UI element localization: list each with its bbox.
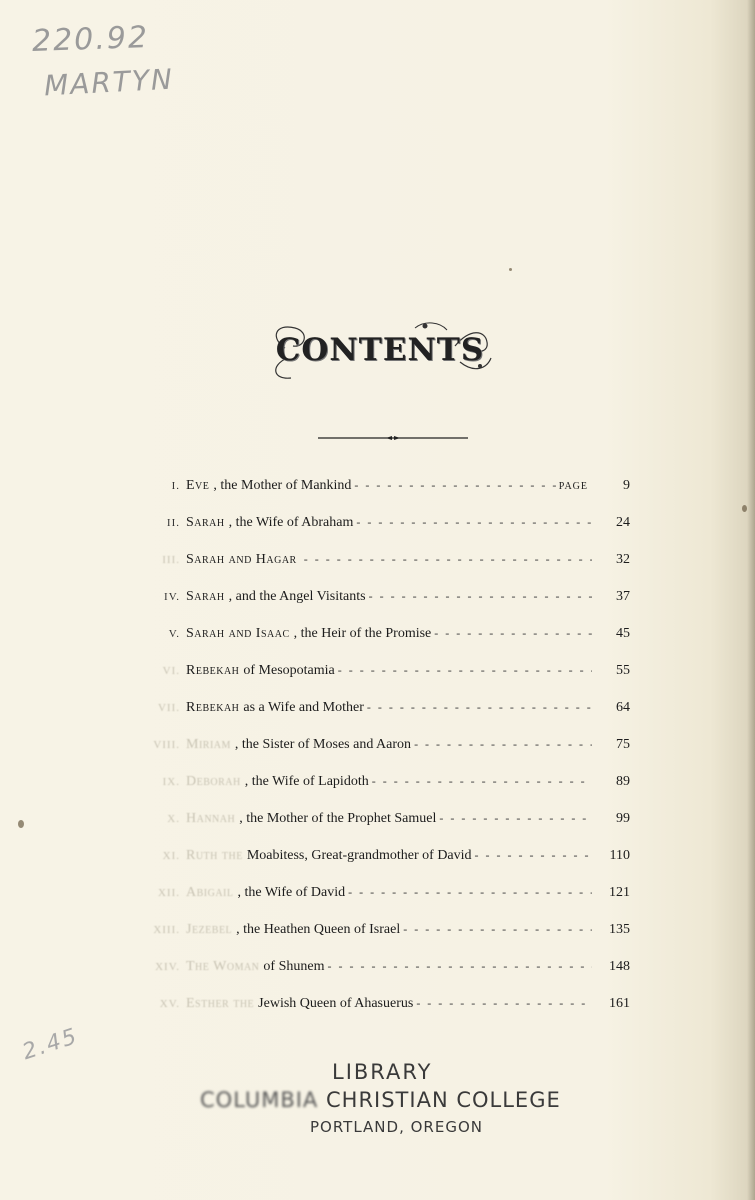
chapter-numeral: V.	[168, 628, 180, 640]
chapter-subject-name: Rebekah	[186, 663, 240, 678]
dot-leader	[431, 626, 592, 641]
stamp-location: PORTLAND, OREGON	[310, 1118, 483, 1136]
page-number: 135	[609, 922, 630, 937]
chapter-subject-name: Deborah	[186, 774, 241, 789]
chapter-numeral: XI.	[162, 850, 180, 862]
page-number: 45	[616, 626, 630, 641]
toc-entry	[140, 959, 630, 996]
page-number: 37	[616, 589, 630, 604]
stain-spot	[742, 505, 747, 512]
chapter-title: , the Wife of David	[237, 885, 346, 900]
toc-entry	[140, 700, 630, 737]
toc-entry	[140, 515, 630, 552]
dot-leader	[324, 959, 592, 974]
chapter-subject-name: Eve	[186, 478, 210, 493]
chapter-title: Jewish Queen of Ahasuerus	[258, 996, 414, 1011]
toc-entry	[140, 811, 630, 848]
stamp-college-word2: CHRISTIAN COLLEGE	[318, 1088, 561, 1112]
toc-entry	[140, 885, 630, 922]
chapter-numeral: XII.	[157, 887, 180, 899]
page-number: 110	[609, 848, 630, 863]
chapter-title: , the Mother of Mankind	[213, 478, 352, 493]
chapter-numeral: XV.	[159, 998, 180, 1010]
chapter-subject-name: Ruth the	[186, 848, 243, 863]
chapter-subject-name: Miriam	[186, 737, 231, 752]
page-title: CONTENTS	[275, 332, 485, 368]
stain-spot	[18, 820, 24, 828]
chapter-numeral: I.	[171, 480, 180, 492]
dot-leader	[472, 848, 592, 863]
chapter-numeral: IX.	[162, 776, 180, 788]
pencil-author-note: MARTYN	[43, 62, 175, 103]
chapter-title: Moabitess, Great-grandmother of David	[246, 848, 472, 863]
stamp-library: LIBRARY	[332, 1060, 433, 1084]
dot-leader	[364, 700, 592, 715]
contents-heading	[265, 318, 495, 388]
page-number: 75	[616, 737, 630, 752]
page-column-label: PAGE	[558, 481, 588, 492]
page-number: 99	[616, 811, 630, 826]
page-number: 64	[616, 700, 630, 715]
pencil-call-number: 220.92	[31, 19, 150, 60]
chapter-title: , the Mother of the Prophet Samuel	[239, 811, 437, 826]
page-number: 55	[616, 663, 630, 678]
dot-leader	[345, 885, 592, 900]
pencil-margin-mark: 2.45	[19, 1023, 82, 1066]
toc-entry	[140, 737, 630, 774]
dot-leader	[335, 663, 592, 678]
toc-entry	[140, 663, 630, 700]
page-number: 32	[616, 552, 630, 567]
chapter-numeral: VI.	[162, 665, 180, 677]
toc-entry	[140, 922, 630, 959]
chapter-numeral: VIII.	[153, 739, 180, 751]
chapter-title: , the Sister of Moses and Aaron	[234, 737, 412, 752]
chapter-numeral: VII.	[157, 702, 180, 714]
chapter-subject-name: Sarah	[186, 589, 225, 604]
chapter-title: as a Wife and Mother	[243, 700, 364, 715]
chapter-subject-name: Sarah and Hagar	[186, 552, 297, 567]
stamp-college	[200, 1088, 561, 1112]
dot-leader	[436, 811, 592, 826]
page-edge-shadow	[747, 0, 755, 1200]
chapter-title: , the Wife of Abraham	[228, 515, 354, 530]
toc-entry	[140, 478, 630, 515]
toc-entry	[140, 589, 630, 626]
stain-spot	[509, 268, 512, 271]
page-number: 89	[616, 774, 630, 789]
chapter-numeral: III.	[162, 554, 180, 566]
toc-entry	[140, 848, 630, 885]
chapter-subject-name: Sarah	[186, 515, 225, 530]
page-number: 161	[609, 996, 630, 1011]
chapter-title: , the Wife of Lapidoth	[244, 774, 369, 789]
chapter-title: of Shunem	[263, 959, 325, 974]
dot-leader	[411, 737, 592, 752]
dot-leader	[301, 552, 592, 567]
chapter-numeral: XIV.	[155, 961, 180, 973]
divider-rule	[318, 436, 468, 440]
chapter-subject-name: Esther the	[186, 996, 255, 1011]
toc-entry	[140, 996, 630, 1033]
toc-entry	[140, 626, 630, 663]
page-number: 148	[609, 959, 630, 974]
toc-entry	[140, 774, 630, 811]
dot-leader	[400, 922, 592, 937]
chapter-numeral: XIII.	[153, 924, 180, 936]
chapter-subject-name: Abigail	[186, 885, 234, 900]
dot-leader	[413, 996, 592, 1011]
page-number: 24	[616, 515, 630, 530]
stamp-college-word1: COLUMBIA	[200, 1088, 319, 1112]
chapter-subject-name: Jezebel	[186, 922, 233, 937]
chapter-title: , the Heathen Queen of Israel	[236, 922, 401, 937]
chapter-subject-name: Sarah and Isaac	[186, 626, 290, 641]
chapter-subject-name: Rebekah	[186, 700, 240, 715]
page-number: 121	[609, 885, 630, 900]
chapter-title: , and the Angel Visitants	[228, 589, 366, 604]
page-number: 9	[623, 478, 630, 493]
dot-leader	[369, 774, 592, 789]
chapter-title: of Mesopotamia	[243, 663, 335, 678]
chapter-subject-name: Hannah	[186, 811, 236, 826]
chapter-numeral: IV.	[164, 591, 180, 603]
table-of-contents	[140, 478, 630, 1033]
chapter-numeral: II.	[166, 517, 180, 529]
dot-leader	[351, 478, 558, 493]
chapter-subject-name: The Woman	[186, 959, 260, 974]
dot-leader	[366, 589, 592, 604]
chapter-title: , the Heir of the Promise	[293, 626, 432, 641]
dot-leader	[353, 515, 592, 530]
toc-entry	[140, 552, 630, 589]
chapter-numeral: X.	[167, 813, 180, 825]
